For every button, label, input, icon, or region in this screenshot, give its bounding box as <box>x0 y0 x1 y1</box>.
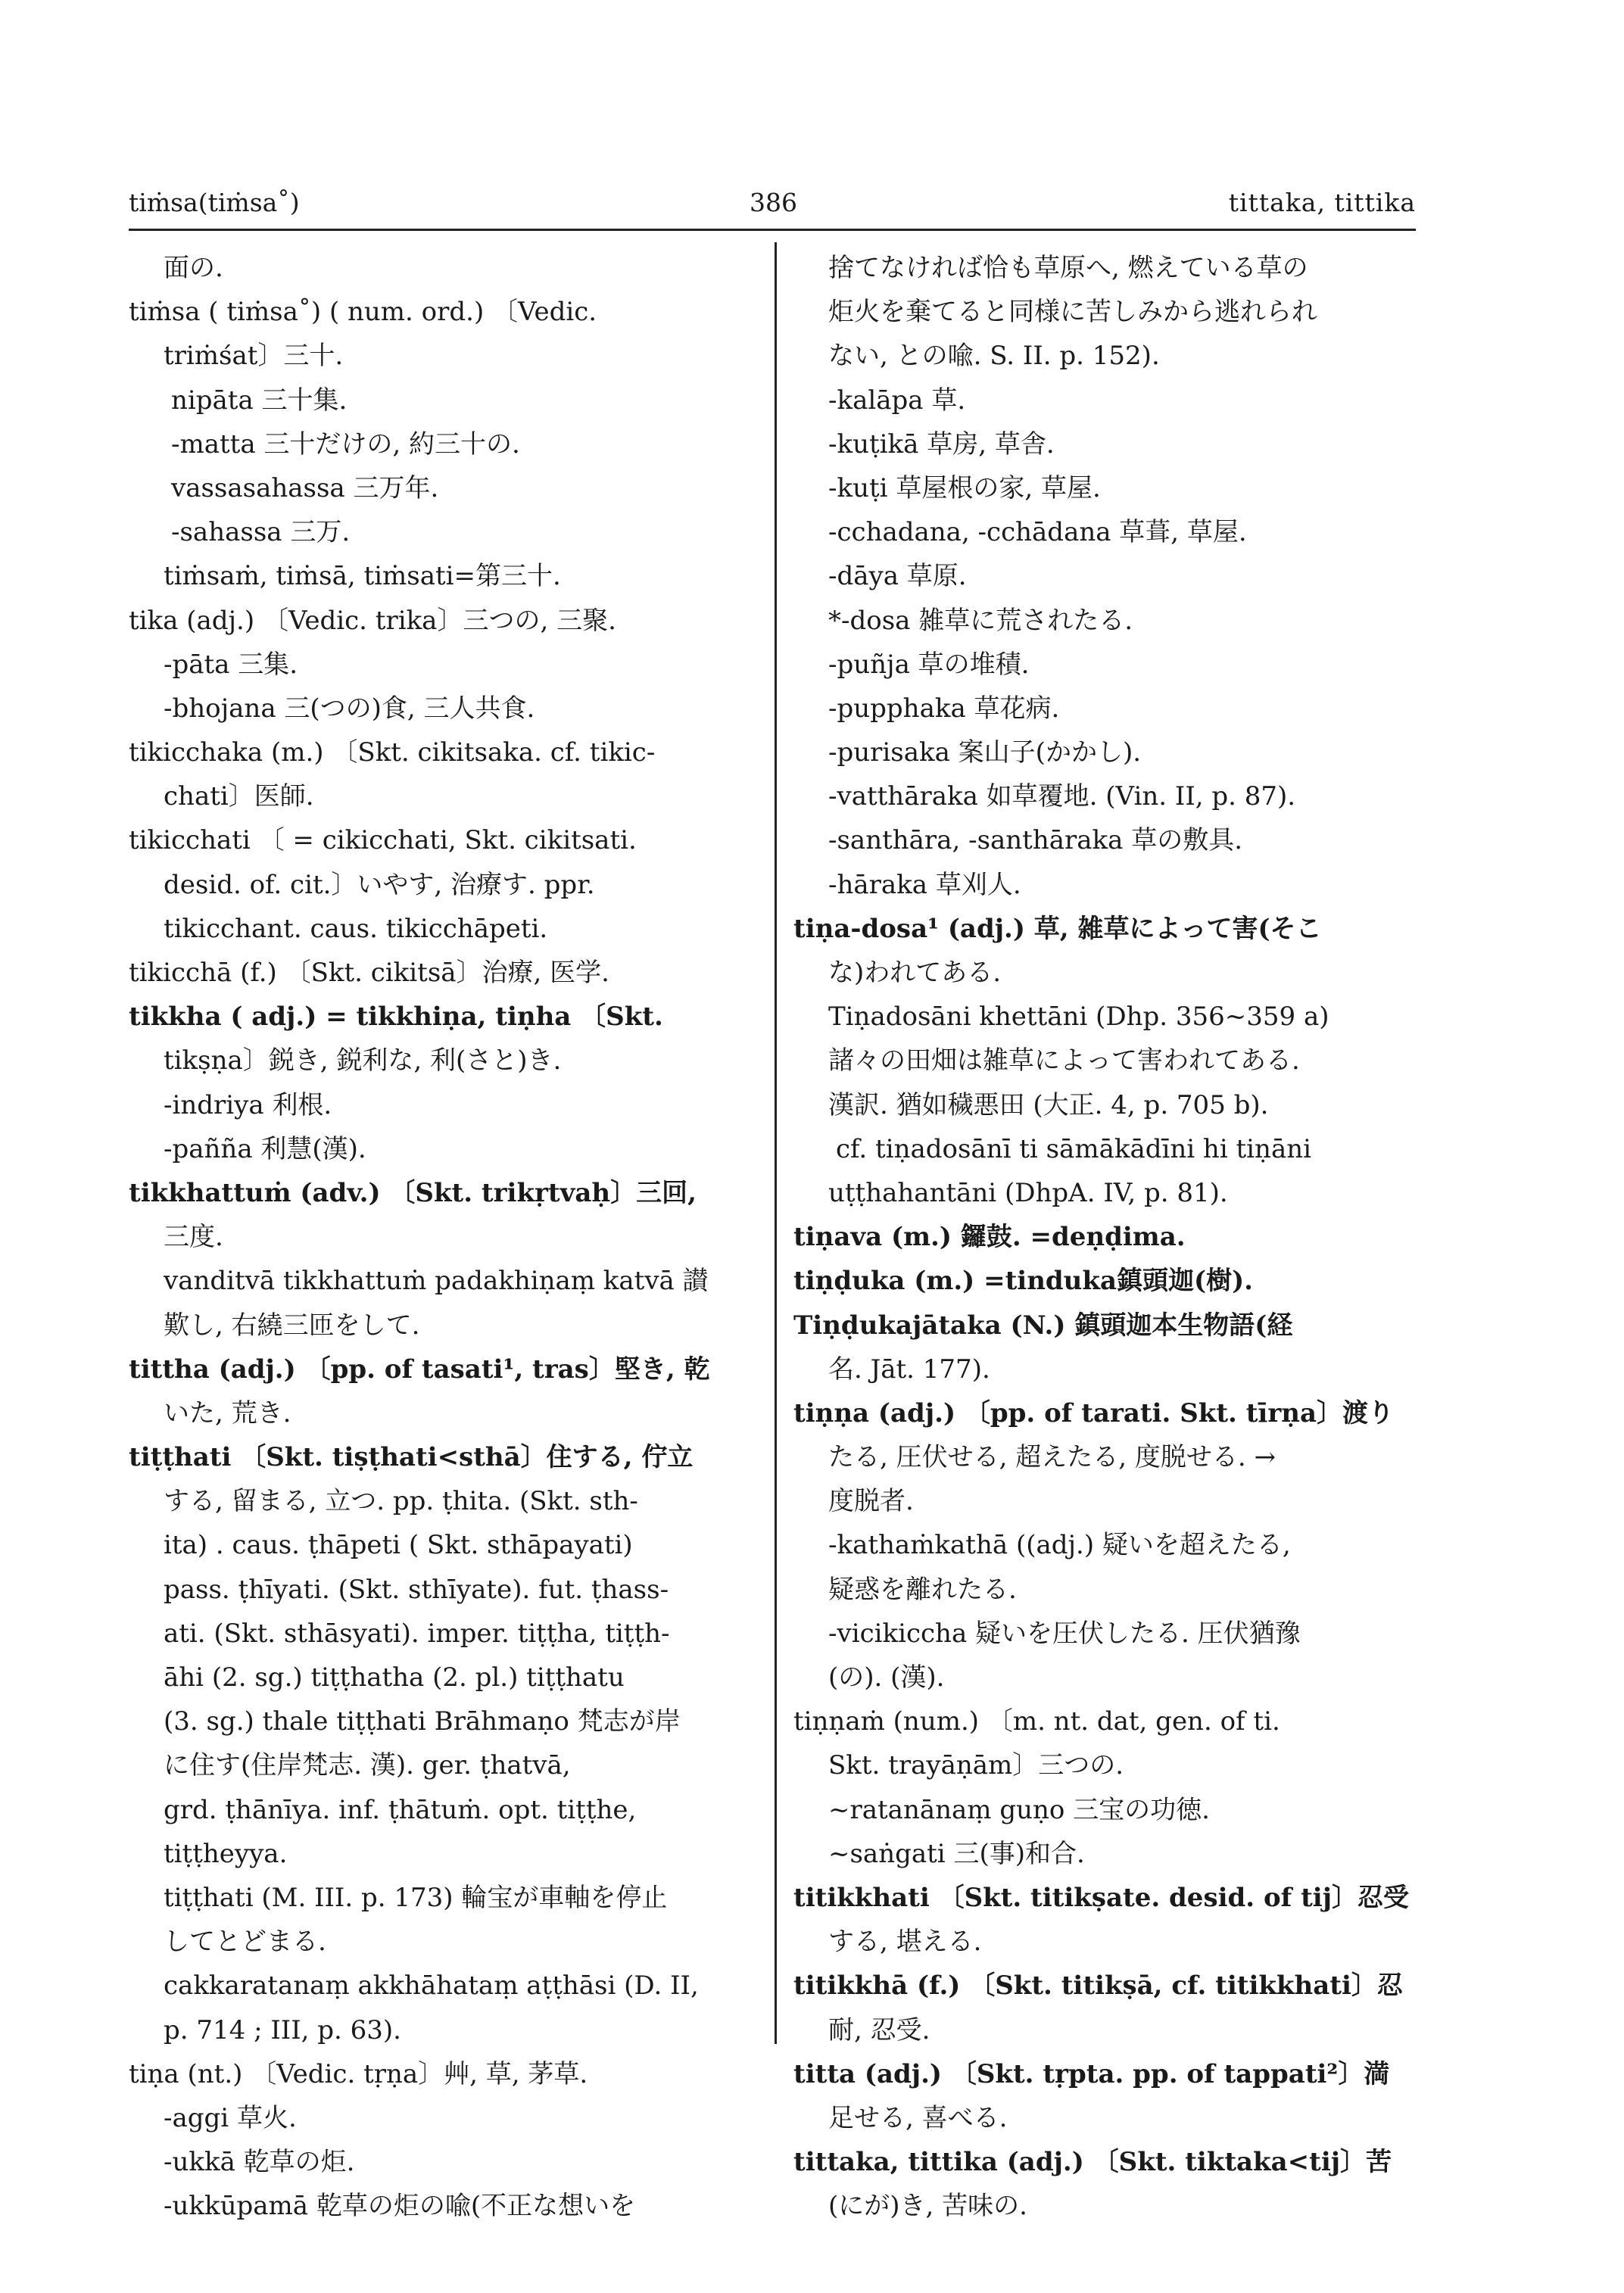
entry-headword-line: Tiṇḍukajātaka (N.) 鎮頭迦本生物語(経 <box>793 1310 1293 1341</box>
entry-text-line: -indriya 利根. <box>164 1089 332 1120</box>
entry-text-line: triṁśat〕三十. <box>164 341 344 372</box>
entry-text-line: 名. Jāt. 177). <box>828 1354 990 1385</box>
entry-text-line: cakkaratanaṃ akkhāhataṃ aṭṭhāsi (D. II, <box>164 1971 699 2002</box>
column-divider <box>775 242 777 2044</box>
entry-headword-line: tittha (adj.) 〔pp. of tasati¹, tras〕堅き, 乾 <box>129 1354 710 1385</box>
entry-text-line: 足せる, 喜べる. <box>828 2102 1008 2133</box>
entry-text-line: -vicikiccha 疑いを圧伏したる. 圧伏猶豫 <box>828 1618 1301 1649</box>
entry-text-line: Tiṇadosāni khettāni (Dhp. 356~359 a) <box>828 1002 1329 1033</box>
entry-text-line: vassasahassa 三万年. <box>171 472 439 503</box>
entry-text-line: 炬火を棄てると同様に苦しみから逃れられ <box>828 297 1317 328</box>
entry-text-line: Skt. trayāṇām〕三つの. <box>828 1750 1124 1781</box>
entry-text-line: p. 714 ; III, p. 63). <box>164 2014 401 2045</box>
entry-text-line: -vatthāraka 如草覆地. (Vin. II, p. 87). <box>828 781 1296 812</box>
entry-text-line: tiṁsaṁ, tiṁsā, tiṁsati=第三十. <box>164 561 561 592</box>
entry-text-line: 度脱者. <box>828 1486 914 1517</box>
entry-text-line: 三度. <box>164 1222 223 1253</box>
entry-headword-line: tiṇa-dosa¹ (adj.) 草, 雑草によって害(そこ <box>793 913 1322 944</box>
entry-text-line: 捨てなければ恰も草原へ, 燃えている草の <box>828 253 1308 283</box>
entry-headword-line: tiṇa (nt.) 〔Vedic. tṛṇa〕艸, 草, 茅草. <box>129 2058 588 2089</box>
entry-headword-line: titikkhati 〔Skt. titikṣate. desid. of tij〕忍受 <box>793 1882 1410 1913</box>
entry-headword-line: tiṇṇaṁ (num.) 〔m. nt. dat, gen. of ti. <box>793 1706 1280 1737</box>
entry-text-line: ati. (Skt. sthāsyati). imper. tiṭṭha, tiṭṭh- <box>164 1618 670 1649</box>
entry-text-line: -pāta 三集. <box>164 649 298 680</box>
entry-text-line: -hāraka 草刈人. <box>828 869 1021 900</box>
entry-text-line: 歎し, 右繞三匝をして. <box>164 1310 420 1341</box>
entry-text-line: -puñja 草の堆積. <box>828 649 1030 680</box>
entry-headword-line: tika (adj.) 〔Vedic. trika〕三つの, 三聚. <box>129 605 616 636</box>
entry-text-line: な)われてある. <box>828 958 1002 988</box>
entry-text-line: ~saṅgati 三(事)和合. <box>828 1838 1085 1869</box>
entry-text-line: -sahassa 三万. <box>171 517 351 548</box>
entry-text-line: -bhojana 三(つの)食, 三人共食. <box>164 693 535 724</box>
entry-text-line: ita) . caus. ṭhāpeti ( Skt. sthāpayati) <box>164 1530 633 1561</box>
entry-text-line: ~ratanānaṃ guṇo 三宝の功徳. <box>828 1794 1210 1825</box>
header-left-guide-word: tiṁsa(tiṁsa˚) <box>129 188 300 217</box>
entry-headword-line: tiṇḍuka (m.) =tinduka鎮頭迦(樹). <box>793 1266 1254 1297</box>
header-rule <box>129 229 1416 231</box>
entry-text-line: する, 堪える. <box>828 1927 982 1958</box>
entry-headword-line: tittaka, tittika (adj.) 〔Skt. tiktaka<tij〕苦 <box>793 2147 1392 2178</box>
entry-headword-line: tikicchati 〔 = cikicchati, Skt. cikitsati. <box>129 825 637 856</box>
entry-text-line: pass. ṭhīyati. (Skt. sthīyate). fut. ṭhass- <box>164 1574 669 1605</box>
entry-text-line: 漢訳. 猶如穢悪田 (大正. 4, p. 705 b). <box>828 1089 1269 1120</box>
entry-text-line: nipāta 三十集. <box>171 385 348 416</box>
entry-text-line: desid. of. cit.〕いやす, 治療す. ppr. <box>164 869 595 900</box>
entry-headword-line: tiṇava (m.) 鑼鼓. =deṇḍima. <box>793 1222 1186 1253</box>
entry-text-line: uṭṭhahantāni (DhpA. IV, p. 81). <box>828 1177 1228 1208</box>
entry-text-line: āhi (2. sg.) tiṭṭhatha (2. pl.) tiṭṭhatu <box>164 1662 625 1693</box>
entry-text-line: 疑惑を離れたる. <box>828 1574 1017 1605</box>
entry-text-line: cf. tiṇadosānī ti sāmākādīni hi tiṇāni <box>836 1133 1311 1164</box>
entry-headword-line: tikkha ( adj.) = tikkhiṇa, tiṇha 〔Skt. <box>129 1002 663 1033</box>
entry-text-line: たる, 圧伏せる, 超えたる, 度脱せる. → <box>828 1442 1276 1473</box>
entry-text-line: grd. ṭhānīya. inf. ṭhātuṁ. opt. tiṭṭhe, <box>164 1794 637 1825</box>
entry-headword-line: titikkhā (f.) 〔Skt. titikṣā, cf. titikkhati〕忍 <box>793 1971 1403 2002</box>
entry-text-line: tikicchant. caus. tikicchāpeti. <box>164 913 548 944</box>
entry-text-line: -ukkūpamā 乾草の炬の喩(不正な想いを <box>164 2191 636 2222</box>
entry-text-line: -pañña 利慧(漢). <box>164 1133 366 1164</box>
entry-text-line: -kuṭi 草屋根の家, 草屋. <box>828 472 1101 503</box>
entry-text-line: 諸々の田畑は雑草によって害われてある. <box>828 1045 1300 1076</box>
entry-text-line: (の). (漢). <box>828 1662 945 1693</box>
entry-headword-line: tiṇṇa (adj.) 〔pp. of tarati. Skt. tīrṇa〕渡り <box>793 1397 1394 1428</box>
entry-text-line: -cchadana, -cchādana 草葺, 草屋. <box>828 517 1247 548</box>
entry-text-line: に住す(住岸梵志. 漢). ger. ṭhatvā, <box>164 1750 571 1781</box>
page-number: 386 <box>750 188 797 217</box>
entry-text-line: -ukkā 乾草の炬. <box>164 2147 355 2178</box>
right-column <box>793 246 1416 2228</box>
entry-text-line: してとどまる. <box>164 1927 326 1958</box>
entry-text-line: する, 留まる, 立つ. pp. ṭhita. (Skt. sth- <box>164 1486 638 1517</box>
entry-headword-line: tikicchā (f.) 〔Skt. cikitsā〕治療, 医学. <box>129 958 609 988</box>
entry-text-line: -aggi 草火. <box>164 2102 297 2133</box>
entry-headword-line: tiṭṭhati 〔Skt. tiṣṭhati<sthā〕住する, 佇立 <box>129 1442 694 1473</box>
entry-headword-line: tikicchaka (m.) 〔Skt. cikitsaka. cf. tikic- <box>129 737 656 768</box>
entry-headword-line: titta (adj.) 〔Skt. tṛpta. pp. of tappati²〕満 <box>793 2058 1390 2089</box>
entry-text-line: (にが)き, 苦味の. <box>828 2191 1027 2222</box>
left-column <box>129 246 750 2228</box>
entry-text-line: *-dosa 雑草に荒されたる. <box>828 605 1133 636</box>
running-header <box>129 188 1416 226</box>
entry-text-line: (3. sg.) thale tiṭṭhati Brāhmaṇo 梵志が岸 <box>164 1706 681 1737</box>
entry-text-line: -kuṭikā 草房, 草舎. <box>828 428 1055 460</box>
entry-text-line: tiṭṭhati (M. III. p. 173) 輪宝が車軸を停止 <box>164 1882 668 1913</box>
entry-headword-line: tikkhattuṁ (adv.) 〔Skt. trikṛtvaḥ〕三回, <box>129 1177 697 1208</box>
entry-text-line: tikṣṇa〕鋭き, 鋭利な, 利(さと)き. <box>164 1045 562 1076</box>
entry-text-line: vanditvā tikkhattuṁ padakhiṇaṃ katvā 讃 <box>164 1266 709 1297</box>
entry-text-line: 耐, 忍受. <box>828 2014 930 2045</box>
entry-text-line: ない, との喩. S. II. p. 152). <box>828 341 1160 372</box>
entry-text-line: -kathaṁkathā ((adj.) 疑いを超えたる, <box>828 1530 1291 1561</box>
entry-headword-line: tiṁsa ( tiṁsa˚) ( num. ord.) 〔Vedic. <box>129 297 597 328</box>
entry-text-line: -purisaka 案山子(かかし). <box>828 737 1142 768</box>
entry-text-line: -kalāpa 草. <box>828 385 966 416</box>
entry-text-line: chati〕医師. <box>164 781 314 812</box>
entry-text-line: -santhāra, -santhāraka 草の敷具. <box>828 825 1243 856</box>
entry-text-line: -pupphaka 草花病. <box>828 693 1060 724</box>
entry-text-line: いた, 荒き. <box>164 1397 291 1428</box>
entry-text-line: tiṭṭheyya. <box>164 1838 288 1869</box>
entry-text-line: -matta 三十だけの, 約三十の. <box>171 428 520 460</box>
entry-text-line: -dāya 草原. <box>828 561 967 592</box>
header-right-guide-word: tittaka, tittika <box>1228 188 1416 217</box>
entry-text-line: 面の. <box>164 253 223 283</box>
